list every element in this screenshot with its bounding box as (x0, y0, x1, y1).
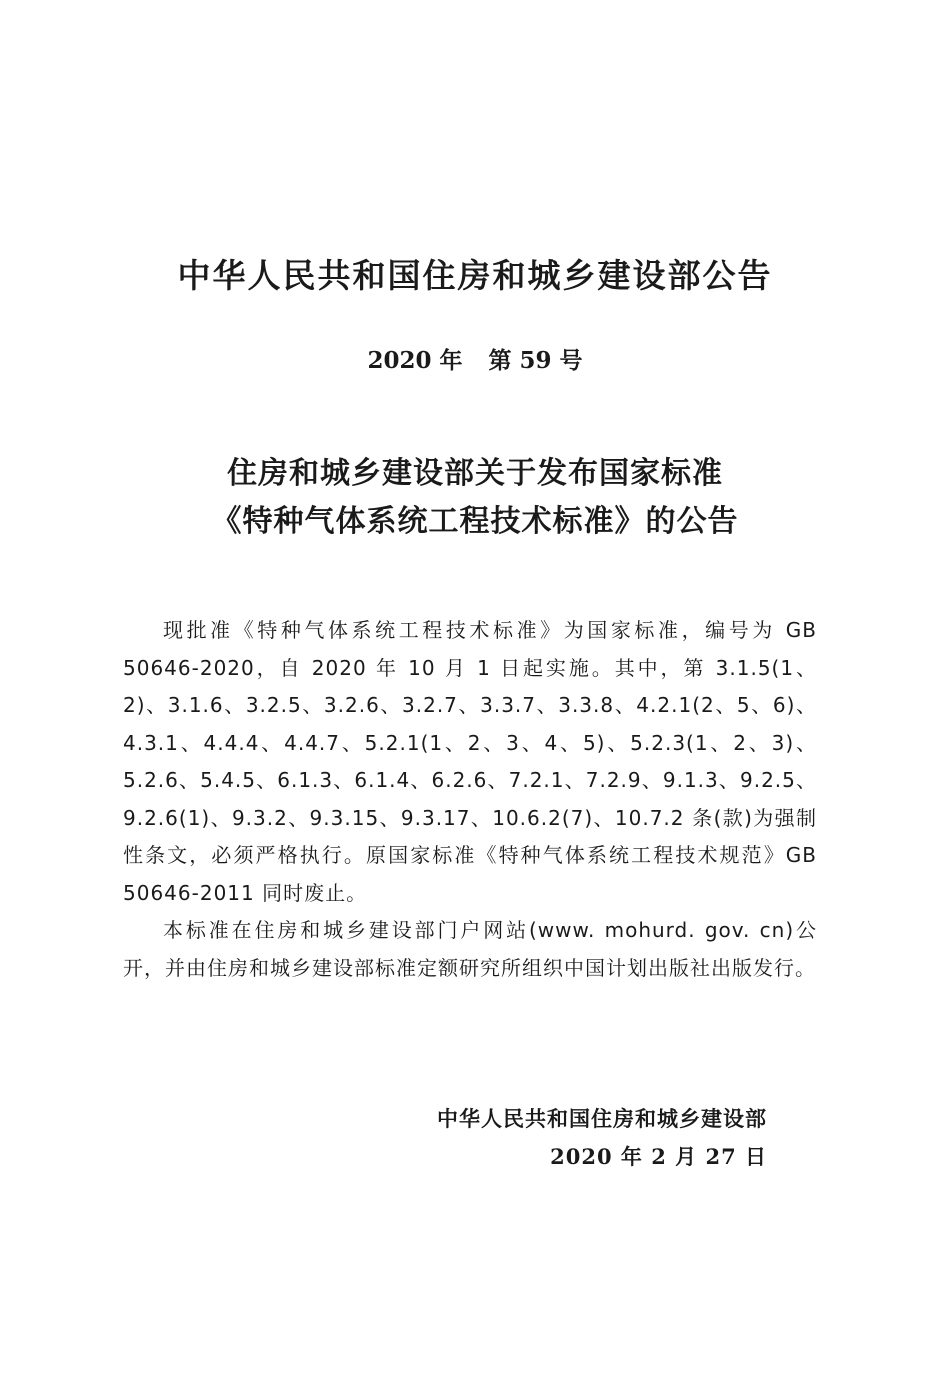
notice-body (123, 612, 817, 987)
signature-block (0, 1100, 767, 1176)
body-paragraph-2: 本标准在住房和城乡建设部门户网站(www. mohurd. gov. cn)公开，并由住房和城乡建设部标准定额研究所组织中国计划出版社出版发行。 (123, 918, 817, 980)
page-title: 中华人民共和国住房和城乡建设部公告 (177, 256, 773, 295)
notice-issue-number: 第 59 号 (488, 347, 583, 374)
notice-subject (0, 450, 950, 546)
body-paragraph-1: 现批准《特种气体系统工程技术标准》为国家标准，编号为 GB 50646-2020，自 2020 年 10 月 1 日起实施。其中，第 3.1.5(1、2)、3.1.6、3.2.5、3.2.6、3.2.7、3.3.7、3.3.8、4.2.1(2、5、6)、4.3.1、4.4.4、4.4.7、5.2.1(1、2、3、4、5)、5.2.3(1、2、3)、5.2.6、5.4.5、6.1.3、6.1.4、6.2.6、7.2.1、7.2.9、9.1.3、9.2.5、9.2.6(1)、9.3.2、9.3.15、9.3.17、10.6.2(7)、10.7.2 条(款)为强制性条文，必须严格执行。原国家标准《特种气体系统工程技术规范》GB 50646-2011 同时废止。 (123, 618, 817, 905)
issue-date: 2020 年 2 月 27 日 (550, 1144, 767, 1169)
subject-line-1: 住房和城乡建设部关于发布国家标准 (227, 456, 723, 491)
notice-number (0, 342, 950, 375)
notice-year: 2020 年 (367, 347, 463, 374)
subject-line-2: 《特种气体系统工程技术标准》的公告 (211, 504, 739, 539)
issuing-authority: 中华人民共和国住房和城乡建设部 (437, 1107, 767, 1131)
